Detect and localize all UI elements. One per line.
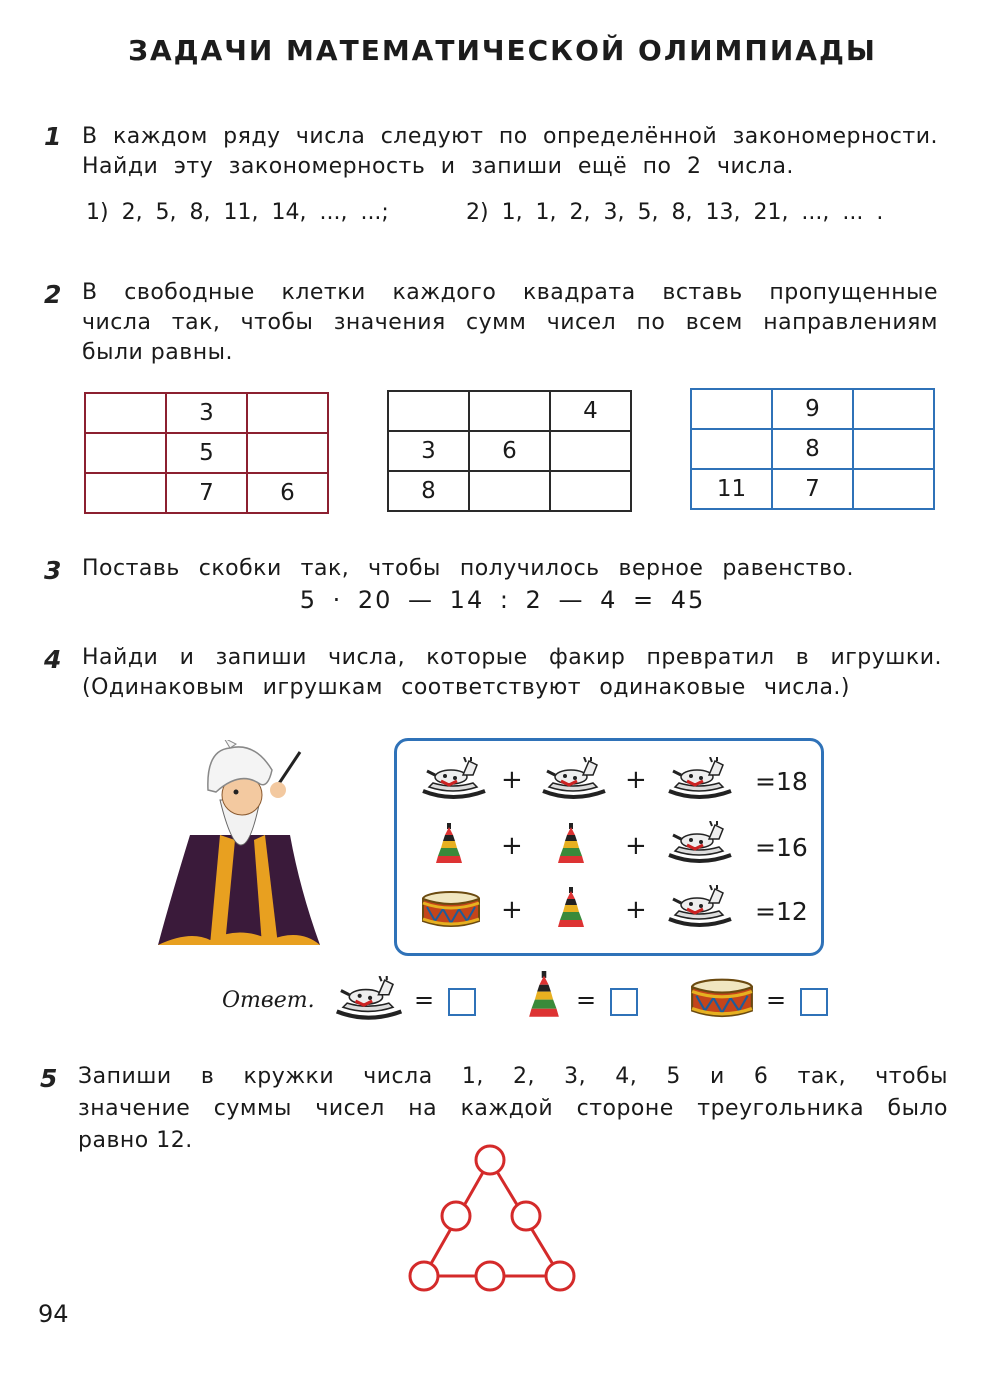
drum-icon	[421, 891, 481, 931]
answer-box-horse[interactable]	[448, 988, 476, 1016]
task-3-number: 3	[44, 556, 62, 585]
task-2-text-line-2: числа так, чтобы значения сумм чисел по всем направлениям	[82, 310, 938, 335]
plus-sign: +	[625, 831, 647, 861]
cell[interactable]	[691, 429, 772, 469]
cell[interactable]	[388, 391, 469, 431]
equals-sign: =	[576, 986, 597, 1014]
task-3-equation: 5 · 20 — 14 : 2 — 4 = 45	[299, 586, 706, 614]
task-2-text-line-3: были равны.	[82, 340, 233, 365]
cell[interactable]	[85, 393, 166, 433]
task-1-sequence-1: 1) 2, 5, 8, 11, 14, ..., ...;	[86, 200, 389, 225]
cell: 4	[550, 391, 631, 431]
magic-square-1	[84, 392, 329, 514]
result-16: =16	[755, 833, 808, 862]
circle-top[interactable]	[476, 1146, 504, 1174]
task-3-text: Поставь скобки так, чтобы получилось верное равенство.	[82, 556, 854, 581]
cell: 9	[772, 389, 853, 429]
cell[interactable]	[550, 471, 631, 511]
page-number: 94	[38, 1300, 69, 1328]
plus-sign: +	[625, 765, 647, 795]
task-2-text-line-1: В свободные клетки каждого квадрата вставь пропущенные	[82, 280, 938, 305]
plus-sign: +	[501, 831, 523, 861]
result-18: =18	[755, 767, 808, 796]
cell: 6	[247, 473, 328, 513]
answer-label: Ответ.	[222, 988, 315, 1013]
cell: 3	[388, 431, 469, 471]
magic-square-3	[690, 388, 935, 510]
pyramid-toy-icon	[435, 823, 463, 865]
circle-bottom-right[interactable]	[546, 1262, 574, 1290]
wizard-illustration	[150, 740, 340, 955]
task-1-sequence-2: 2) 1, 1, 2, 3, 5, 8, 13, 21, ..., ... .	[466, 200, 884, 225]
pyramid-toy-icon	[528, 970, 560, 1020]
cell[interactable]	[853, 429, 934, 469]
plus-sign: +	[501, 895, 523, 925]
circle-left-mid[interactable]	[442, 1202, 470, 1230]
cell: 11	[691, 469, 772, 509]
rocking-horse-icon	[332, 976, 404, 1026]
result-12: =12	[755, 897, 808, 926]
task-1-text-line-1: В каждом ряду числа следуют по определённой закономерности.	[82, 124, 938, 149]
plus-sign: +	[501, 765, 523, 795]
cell: 3	[166, 393, 247, 433]
cell: 7	[772, 469, 853, 509]
cell: 6	[469, 431, 550, 471]
pyramid-toy-icon	[557, 887, 585, 929]
cell: 8	[388, 471, 469, 511]
task-5-number: 5	[40, 1064, 58, 1093]
task-5-text-line-2: значение суммы чисел на каждой стороне треугольника было	[78, 1096, 948, 1121]
circle-right-mid[interactable]	[512, 1202, 540, 1230]
cell[interactable]	[853, 389, 934, 429]
pyramid-toy-icon	[557, 823, 585, 865]
equals-sign: =	[414, 986, 435, 1014]
drum-icon	[690, 978, 754, 1022]
triangle-diagram	[400, 1140, 584, 1300]
circle-bottom-mid[interactable]	[476, 1262, 504, 1290]
equals-sign: =	[766, 986, 787, 1014]
cell[interactable]	[85, 473, 166, 513]
cell: 7	[166, 473, 247, 513]
rocking-horse-icon	[665, 821, 733, 869]
cell[interactable]	[247, 433, 328, 473]
page-title: ЗАДАЧИ МАТЕМАТИЧЕСКОЙ ОЛИМПИАДЫ	[128, 34, 877, 67]
answer-box-pyramid[interactable]	[610, 988, 638, 1016]
cell[interactable]	[550, 431, 631, 471]
task-5-text-line-3: равно 12.	[78, 1128, 193, 1153]
task-4-text-line-2: (Одинаковым игрушкам соответствуют одинаковые числа.)	[82, 675, 850, 700]
magic-square-2	[387, 390, 632, 512]
cell[interactable]	[85, 433, 166, 473]
rocking-horse-icon	[419, 757, 487, 805]
task-1-number: 1	[44, 122, 62, 151]
answer-box-drum[interactable]	[800, 988, 828, 1016]
plus-sign: +	[625, 895, 647, 925]
cell[interactable]	[853, 469, 934, 509]
circle-bottom-left[interactable]	[410, 1262, 438, 1290]
cell[interactable]	[691, 389, 772, 429]
cell[interactable]	[247, 393, 328, 433]
cell[interactable]	[469, 391, 550, 431]
task-4-text-line-1: Найди и запиши числа, которые факир превратил в игрушки.	[82, 645, 942, 670]
cell: 5	[166, 433, 247, 473]
toy-equation-box	[394, 738, 824, 956]
rocking-horse-icon	[539, 757, 607, 805]
task-5-text-line-1: Запиши в кружки числа 1, 2, 3, 4, 5 и 6 так, чтобы	[78, 1064, 948, 1089]
cell: 8	[772, 429, 853, 469]
task-1-text-line-2: Найди эту закономерность и запиши ещё по 2 числа.	[82, 154, 794, 179]
rocking-horse-icon	[665, 757, 733, 805]
task-4-number: 4	[44, 645, 62, 674]
task-2-number: 2	[44, 280, 62, 309]
cell[interactable]	[469, 471, 550, 511]
rocking-horse-icon	[665, 885, 733, 933]
